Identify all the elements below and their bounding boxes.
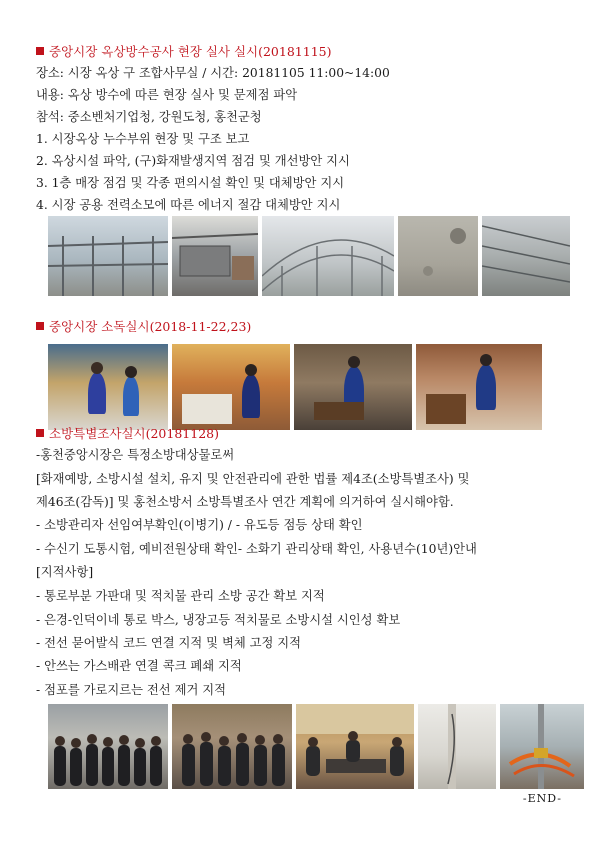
fire-line-law-1: [화재예방, 소방시설 설치, 유지 및 안전관리에 관한 법률 제4조(소방특별조사) 및 <box>36 472 470 486</box>
rooftop-line-attendees: 참석: 중소벤처기업청, 강원도청, 홍천군청 <box>36 110 262 124</box>
worker-figure <box>242 374 260 418</box>
rooftop-line-content: 내용: 옥상 방수에 따른 현장 실사 및 문제점 파악 <box>36 88 298 102</box>
rooftop-line-place: 장소: 시장 옥상 구 조합사무실 / 시간: 20181105 11:00~14:00 <box>36 66 390 80</box>
disinfection-photo-1 <box>48 344 168 430</box>
disinfection-photo-2 <box>172 344 290 430</box>
rooftop-floor-drawing <box>398 216 478 296</box>
worker-head <box>245 364 257 376</box>
group-of-people-drawing <box>48 704 168 789</box>
disinfection-photo-4 <box>416 344 542 430</box>
disinfection-photo-row <box>48 344 542 430</box>
worker-head <box>125 366 137 378</box>
fire-line-law-2: 제46조(감독)] 및 홍천소방서 소방특별조사 연간 계획에 의거하여 실시해야함. <box>36 495 454 509</box>
rooftop-frame-drawing <box>48 216 168 296</box>
fire-line-finding-2: - 은경-인덕이네 통로 박스, 냉장고등 적치물로 소방시설 시인성 확보 <box>36 613 401 627</box>
rooftop-line-item-1: 1. 시장옥상 누수부위 현장 및 구조 보고 <box>36 132 250 146</box>
rooftop-line-item-3: 3. 1층 매장 점검 및 각종 편의시설 확인 및 대체방안 지시 <box>36 176 345 190</box>
rooftop-roof-drawing <box>482 216 570 296</box>
section-title-text: 중앙시장 옥상방수공사 현장 실사 실시(20181115) <box>49 44 332 59</box>
worker-head <box>480 354 492 366</box>
fire-photo-meeting <box>296 704 414 789</box>
rooftop-photo-row <box>48 216 570 296</box>
red-square-bullet-icon <box>36 429 44 437</box>
rooftop-photo-1 <box>48 216 168 296</box>
fire-line-intro: -홍천중앙시장은 특정소방대상물로써 <box>36 448 235 462</box>
rooftop-photo-2 <box>172 216 258 296</box>
worker-figure <box>123 376 139 416</box>
worker-figure <box>88 372 106 414</box>
fire-photo-gas-pipe <box>500 704 584 789</box>
rooftop-unit-drawing <box>172 216 258 296</box>
fire-photo-wall <box>418 704 496 789</box>
rooftop-line-item-2: 2. 옥상시설 파악, (구)화재발생지역 점검 및 개선방안 지시 <box>36 154 350 168</box>
end-mark: -END- <box>522 792 562 805</box>
red-square-bullet-icon <box>36 322 44 330</box>
rooftop-photo-3 <box>262 216 394 296</box>
red-square-bullet-icon <box>36 47 44 55</box>
fire-line-finding-4: - 안쓰는 가스배관 연결 콕크 폐쇄 지적 <box>36 659 242 673</box>
shop-shelf <box>182 394 232 424</box>
disinfection-photo-3 <box>294 344 412 430</box>
fire-line-check-2: - 수신기 도통시험, 예비전원상태 확인- 소화기 관리상태 확인, 사용년수(10년)안내 <box>36 542 477 556</box>
rooftop-line-item-4: 4. 시장 공용 전력소모에 따른 에너지 절감 대체방안 지시 <box>36 198 341 212</box>
meeting-room-drawing <box>296 704 414 789</box>
fire-inspection-photo-row <box>48 704 584 789</box>
table <box>314 402 364 420</box>
fire-line-finding-3: - 전선 묻어발식 코드 연결 지적 및 벽체 고정 지적 <box>36 636 302 650</box>
fire-photo-group-2 <box>172 704 292 789</box>
section-title-fire-inspection <box>36 424 219 442</box>
fire-line-finding-1: - 통로부분 가판대 및 적치물 관리 소방 공간 확보 지적 <box>36 589 325 603</box>
wall-wire-drawing <box>418 704 496 789</box>
group-of-people-drawing <box>172 704 292 789</box>
rooftop-photo-5 <box>482 216 570 296</box>
fire-line-check-1: - 소방관리자 선임여부확인(이병기) / - 유도등 점등 상태 확인 <box>36 518 363 532</box>
section-title-text: 중앙시장 소독실시(2018-11-22,23) <box>49 319 252 334</box>
rooftop-greenhouse-drawing <box>262 216 394 296</box>
fire-photo-group-1 <box>48 704 168 789</box>
worker-head <box>348 356 360 368</box>
cabinet <box>426 394 466 424</box>
rooftop-photo-4 <box>398 216 478 296</box>
gas-pipe-drawing <box>500 704 584 789</box>
section-title-rooftop <box>36 42 331 60</box>
fire-line-findings-heading: [지적사항] <box>36 565 94 579</box>
worker-figure <box>476 364 496 410</box>
section-title-text: 소방특별조사실시(20181128) <box>49 426 219 441</box>
section-title-disinfection <box>36 317 251 335</box>
worker-head <box>91 362 103 374</box>
fire-line-finding-5: - 점포를 가로지르는 전선 제거 지적 <box>36 683 227 697</box>
